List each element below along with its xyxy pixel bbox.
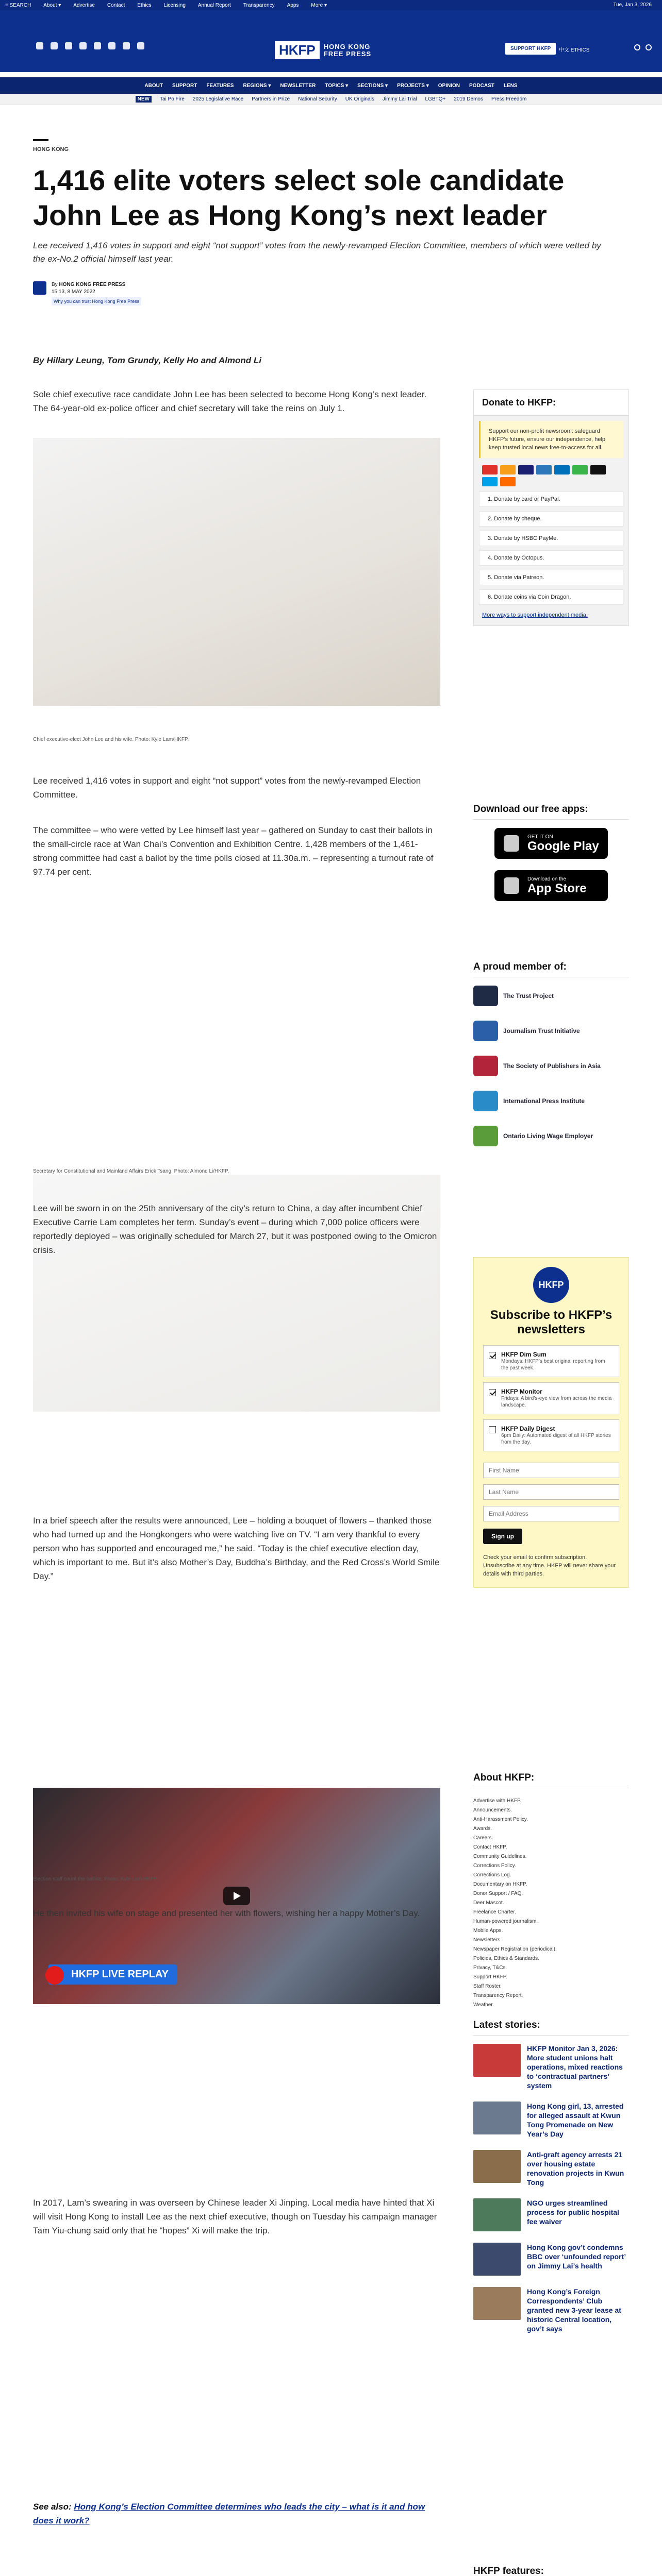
latest-story[interactable] [473, 2150, 629, 2187]
payment-logo-icon [590, 465, 606, 474]
member-logo[interactable] [473, 1056, 629, 1076]
search-icon[interactable] [634, 44, 640, 50]
story-thumbnail[interactable] [473, 2102, 521, 2134]
new-badge: NEW [136, 96, 152, 103]
nav-item[interactable]: OPINION [438, 82, 460, 89]
trending-item[interactable]: UK Originals [345, 96, 374, 102]
about-link[interactable]: Corrections Log. [473, 1872, 511, 1878]
support-hkfp-button[interactable]: SUPPORT HKFP [505, 43, 556, 55]
newsletter-box [473, 1257, 629, 1588]
story-headline[interactable]: HKFP Monitor Jan 3, 2026: More student unions halt operations, mixed reactions to ‘contractual partners’ system [527, 2044, 623, 2090]
donate-option[interactable]: 2. Donate by cheque. [479, 511, 623, 527]
nav-item[interactable]: SUPPORT [172, 82, 197, 89]
kicker-rule [33, 139, 48, 141]
about-link[interactable]: Mobile Apps. [473, 1928, 503, 1934]
about-link[interactable]: Advertise with HKFP. [473, 1798, 522, 1804]
nav-item[interactable]: ABOUT [144, 82, 163, 89]
newsletter-note: Check your email to confirm subscription. Unsubscribe at any time. HKFP will never share your details with third parties. [483, 1554, 616, 1577]
paragraph: Lee will be sworn in on the 25th anniversary of the city’s return to China, a day after incumbent Chief Executive Carrie Lam completes her term. Sunday’s event – during which 7,000 police officers were reportedly deployed – was originally scheduled for March 27, but it was postponed owing to the Omicron crisis. [33, 1204, 437, 1255]
trending-item[interactable]: Partners in Prize [252, 96, 290, 102]
latest-story[interactable] [473, 2102, 629, 2139]
features-title: HKFP features: [473, 2566, 629, 2576]
nav-item[interactable]: SECTIONS ▾ [357, 82, 388, 89]
rss-icon[interactable] [123, 42, 130, 49]
photo-caption: Secretary for Constitutional and Mainland Affairs Erick Tsang. Photo: Almond Li/HKFP. [33, 1168, 229, 1174]
features-widget [473, 2566, 629, 2576]
story-headline[interactable]: NGO urges streamlined process for public hospital fee waiver [527, 2199, 619, 2226]
member-name: The Society of Publishers in Asia [503, 1062, 601, 1070]
newsletter-options [483, 1345, 619, 1451]
logo-mark: HKFP [275, 41, 320, 59]
about-link[interactable]: Community Guidelines. [473, 1854, 527, 1859]
about-link[interactable]: Documentary on HKFP. [473, 1882, 527, 1887]
utility-menu-item[interactable]: Transparency [243, 3, 275, 8]
story-thumbnail[interactable] [473, 2150, 521, 2183]
newsletter-desc: Mondays: HKFP’s best original reporting from the past week. [501, 1359, 605, 1371]
newsletter-name: HKFP Dim Sum [501, 1351, 547, 1358]
about-link[interactable]: Newsletters. [473, 1937, 502, 1943]
about-widget [473, 1772, 629, 2010]
nav-item[interactable]: LENS [503, 82, 518, 89]
article-kicker[interactable]: HONG KONG [33, 146, 69, 152]
see-also-prefix: See also: [33, 2502, 74, 2512]
utility-menu-item[interactable]: About ▾ [43, 3, 61, 8]
current-date: Tue, Jan 3, 2026 [613, 2, 652, 8]
story-headline[interactable]: Hong Kong’s Foreign Correspondents’ Club granted new 3-year lease at historic Central location, gov’t says [527, 2287, 621, 2333]
about-link[interactable]: Transparency Report. [473, 1993, 523, 1998]
latest-story[interactable] [473, 2198, 629, 2231]
donate-widget [473, 389, 629, 626]
logo-line-2: FREE PRESS [323, 49, 372, 58]
member-logos [473, 986, 629, 1146]
threads-icon[interactable] [79, 42, 87, 49]
paragraph: In 2017, Lam’s swearing in was overseen by Chinese leader Xi Jinping. Local media have hinted that Xi will visit Hong Kong to install Lee as the next chief executive, though on Tuesday his campaign manager Tam Yiu-chung said only that he “hopes” Xi will make the trip. [33, 2198, 437, 2235]
newsletter-badge: HKFP [533, 1267, 569, 1303]
member-logo[interactable] [473, 986, 629, 1006]
about-link[interactable]: Donor Support / FAQ. [473, 1891, 523, 1896]
payment-logos [474, 463, 628, 492]
newsletter-checkbox[interactable] [489, 1352, 496, 1359]
social-links [36, 42, 144, 49]
about-link[interactable]: Awards. [473, 1826, 492, 1832]
member-logo-icon [473, 986, 498, 1006]
see-also [33, 2500, 440, 2528]
donate-option[interactable]: 5. Donate via Patreon. [479, 570, 623, 585]
logo-text [324, 43, 371, 58]
first-name-field[interactable] [483, 1463, 619, 1478]
paragraph: Sole chief executive race candidate John Lee has been selected to become Hong Kong’s next leader. The 64-year-old ex-police officer and chief secretary will take the reins on July 1. [33, 389, 427, 413]
newsletter-option[interactable] [483, 1419, 619, 1451]
utility-menu-item[interactable]: Ethics [137, 3, 152, 8]
trending-item[interactable]: 2019 Demos [454, 96, 483, 102]
byline-org[interactable]: HONG KONG FREE PRESS [59, 282, 126, 287]
article-photo [33, 438, 440, 706]
donate-option[interactable]: 1. Donate by card or PayPal. [479, 492, 623, 507]
trending-item[interactable]: Tai Po Fire [159, 96, 185, 102]
payment-logo-icon [500, 477, 516, 486]
payment-logo-icon [518, 465, 534, 474]
newsletter-desc: Fridays: A bird’s-eye view from across the media landscape. [501, 1396, 612, 1408]
newsletter-checkbox[interactable] [489, 1426, 496, 1433]
utility-menu [5, 3, 339, 8]
newsletter-name: HKFP Daily Digest [501, 1425, 555, 1432]
story-thumbnail[interactable] [473, 2044, 521, 2077]
member-logo-icon [473, 1126, 498, 1146]
utility-menu-item[interactable]: Apps [287, 3, 299, 8]
newsletter-name: HKFP Monitor [501, 1388, 542, 1395]
nav-item[interactable]: PODCAST [469, 82, 494, 89]
story-thumbnail[interactable] [473, 2198, 521, 2231]
about-link[interactable]: Freelance Charter. [473, 1909, 516, 1915]
newsletter-checkbox[interactable] [489, 1389, 496, 1396]
article-standfirst: Lee received 1,416 votes in support and eight “not support” votes from the newly-revamped Election Committee, members of which were vetted by the ex-No.2 official himself last year. [33, 241, 601, 264]
newsletter-option[interactable] [483, 1382, 619, 1414]
member-logo[interactable] [473, 1091, 629, 1111]
live-replay-badge: HKFP LIVE REPLAY [48, 1964, 177, 1985]
paragraph: Lee received 1,416 votes in support and eight “not support” votes from the newly-revamped Election Committee. [33, 776, 421, 800]
apps-title: Download our free apps: [473, 804, 629, 820]
about-title: About HKFP: [473, 1772, 629, 1788]
about-link[interactable]: Deer Mascot. [473, 1900, 504, 1906]
latest-title: Latest stories: [473, 2020, 629, 2036]
about-link[interactable]: Anti-Harassment Policy. [473, 1817, 528, 1822]
story-headline[interactable]: Anti-graft agency arrests 21 over housing estate renovation projects in Kwun Tong [527, 2150, 624, 2187]
nav-item[interactable]: TOPICS ▾ [325, 82, 349, 89]
payment-logo-icon [482, 465, 498, 474]
latest-stories [473, 2044, 629, 2333]
photo-caption: Chief executive-elect John Lee and his wife. Photo: Kyle Lam/HKFP. [33, 737, 189, 742]
member-name: The Trust Project [503, 992, 554, 999]
story-thumbnail[interactable] [473, 2243, 521, 2276]
newsletter-option[interactable] [483, 1345, 619, 1377]
facebook-icon[interactable] [36, 42, 43, 49]
payment-logo-icon [536, 465, 552, 474]
membership-widget [473, 961, 629, 1161]
latest-story[interactable] [473, 2044, 629, 2090]
payment-logo-icon [500, 465, 516, 474]
app-store-big: App Store [527, 881, 587, 895]
newsletter-title: Subscribe to HKFP’s newsletters [490, 1308, 613, 1336]
about-link[interactable]: Policies, Ethics & Standards. [473, 1956, 539, 1961]
about-link[interactable]: Newspaper Registration (periodical). [473, 1946, 557, 1952]
utility-menu-item[interactable]: Contact [107, 3, 125, 8]
paragraph: In a brief speech after the results were announced, Lee – holding a bouquet of flowers – thanked those who had turned up and the Hongkongers who were watching live on TV. “I am very thankful to every person who has supported and encouraged me,” he said. “Today is the chief executive election day, which is important to me. But it’s also Mother’s Day, Buddha’s Birthday, and the Red Cross’s World Smile Day.” [33, 1516, 440, 1581]
member-name: Ontario Living Wage Employer [503, 1132, 593, 1140]
article-title: 1,416 elite voters select sole candidate John Lee as Hong Kong’s next leader [33, 164, 565, 231]
payment-logo-icon [572, 465, 588, 474]
site-logo[interactable] [275, 41, 371, 59]
donate-intro[interactable]: Support our non-profit newsroom: safeguard HKFP’s future, ensure our independence, help keep trusted local news free-to-access for all. [479, 421, 623, 458]
member-title: A proud member of: [473, 961, 629, 977]
payment-logo-icon [554, 465, 570, 474]
donate-option[interactable]: 6. Donate coins via Coin Dragon. [479, 589, 623, 605]
about-link[interactable]: Announcements. [473, 1807, 512, 1813]
article-header [33, 139, 631, 331]
utility-menu-item[interactable]: Licensing [163, 3, 186, 8]
latest-widget [473, 2020, 629, 2345]
utility-menu-item[interactable]: Advertise [73, 3, 95, 8]
google-play-small: GET IT ON [527, 834, 553, 840]
nav-item[interactable]: PROJECTS ▾ [397, 82, 429, 89]
member-name: Journalism Trust Initiative [503, 1027, 580, 1035]
masthead [0, 10, 662, 72]
see-also-link[interactable]: Hong Kong’s Election Committee determines who leads the city – what is it and how does it work? [33, 2502, 425, 2526]
user-icon[interactable] [646, 44, 652, 50]
trending-item[interactable]: LGBTQ+ [425, 96, 446, 102]
nav-item[interactable]: NEWSLETTER [280, 82, 316, 89]
story-headline[interactable]: Hong Kong girl, 13, arrested for alleged assault at Kwun Tong Promenade on New Year’s Day [527, 2102, 624, 2138]
main-navigation [0, 77, 662, 94]
about-links [473, 1797, 629, 2010]
top-utility-bar [0, 0, 662, 10]
about-link[interactable]: Weather. [473, 2002, 494, 2008]
about-link[interactable]: Human-powered journalism. [473, 1919, 538, 1924]
more-ways-link[interactable]: More ways to support independent media. [482, 612, 588, 618]
donate-title: Donate to HKFP: [474, 390, 628, 416]
member-logo-icon [473, 1021, 498, 1041]
x-twitter-icon[interactable] [51, 42, 58, 49]
app-store-badge[interactable] [494, 870, 608, 901]
last-name-field[interactable] [483, 1484, 619, 1500]
utility-menu-item[interactable]: More ▾ [311, 3, 327, 8]
member-logo-icon [473, 1056, 498, 1076]
member-logo[interactable] [473, 1126, 629, 1146]
donate-option[interactable]: 3. Donate by HSBC PayMe. [479, 531, 623, 546]
member-logo[interactable] [473, 1021, 629, 1041]
trending-item[interactable]: National Security [298, 96, 337, 102]
donate-options [474, 492, 628, 605]
apps-widget [473, 804, 629, 912]
article-authors: By Hillary Leung, Tom Grundy, Kelly Ho and Almond Li [33, 355, 261, 365]
donate-option[interactable]: 4. Donate by Octopus. [479, 550, 623, 566]
utility-menu-item[interactable]: Annual Report [197, 3, 231, 8]
telegram-icon[interactable] [137, 42, 144, 49]
photo-caption: Election staff count the ballots. Photo: Kyle Lam/HKFP. [33, 1876, 158, 1882]
avatar [33, 281, 46, 295]
trending-bar [0, 94, 662, 105]
latest-story[interactable] [473, 2287, 629, 2333]
member-logo-icon [473, 1091, 498, 1111]
google-play-badge[interactable] [494, 828, 608, 859]
byline-meta: By HONG KONG FREE PRESS 15:13, 8 MAY 2022 Why you can trust Hong Kong Free Press [52, 281, 141, 306]
member-name: International Press Institute [503, 1097, 585, 1105]
about-link[interactable]: Privacy, T&Cs. [473, 1965, 507, 1971]
about-link[interactable]: Support HKFP. [473, 1974, 507, 1980]
about-link[interactable]: Contact HKFP. [473, 1844, 507, 1850]
nav-item[interactable]: FEATURES [206, 82, 234, 89]
youtube-icon[interactable] [94, 42, 101, 49]
logo-line-1: HONG KONG [323, 42, 371, 50]
masthead-tools [634, 44, 652, 50]
trending-item[interactable]: 2025 Legislative Race [192, 96, 244, 102]
newsletter-widget [473, 1257, 629, 1588]
about-link[interactable]: Staff Roster. [473, 1984, 502, 1989]
linkedin-icon[interactable] [108, 42, 115, 49]
why-trust-link[interactable]: Why you can trust Hong Kong Free Press [52, 297, 141, 306]
about-link[interactable]: Careers. [473, 1835, 493, 1841]
story-thumbnail[interactable] [473, 2287, 521, 2320]
publish-date: 15:13, 8 MAY 2022 [52, 289, 95, 295]
trending-item[interactable]: Jimmy Lai Trial [382, 96, 417, 102]
paragraph: He then invited his wife on stage and presented her with flowers, wishing her a happy Mother’s Day. [33, 1908, 420, 1918]
latest-story[interactable] [473, 2243, 629, 2276]
payment-logo-icon [482, 477, 498, 486]
play-icon[interactable] [223, 1887, 250, 1905]
signup-button[interactable]: Sign up [483, 1529, 522, 1544]
trending-item[interactable]: Press Freedom [491, 96, 527, 102]
newsletter-desc: 6pm Daily: Automated digest of all HKFP stories from the day. [501, 1433, 611, 1445]
app-store-small: Download on the [527, 876, 567, 882]
nav-item[interactable]: REGIONS ▾ [243, 82, 271, 89]
email-field[interactable] [483, 1506, 619, 1521]
instagram-icon[interactable] [65, 42, 72, 49]
google-play-big: Google Play [527, 839, 599, 853]
live-replay-video[interactable] [33, 1788, 440, 2004]
language-links[interactable]: 中文 ETHICS [559, 47, 590, 53]
paragraph: The committee – who were vetted by Lee himself last year – gathered on Sunday to cast their ballots in the small-circle race at Wan Chai’s Convention and Exhibition Centre. 1,428 members of the 1,461-strong committee had cast a ballot by the time polls closed at 11.30a.m. – representing a turnout rate of 97.74 per cent. [33, 825, 434, 877]
about-link[interactable]: Corrections Policy. [473, 1863, 516, 1869]
donate-box [473, 389, 629, 626]
story-headline[interactable]: Hong Kong gov’t condemns BBC over ‘unfounded report’ on Jimmy Lai’s health [527, 2243, 626, 2270]
byline [33, 281, 631, 306]
utility-menu-item[interactable]: ≡ SEARCH [5, 3, 31, 8]
